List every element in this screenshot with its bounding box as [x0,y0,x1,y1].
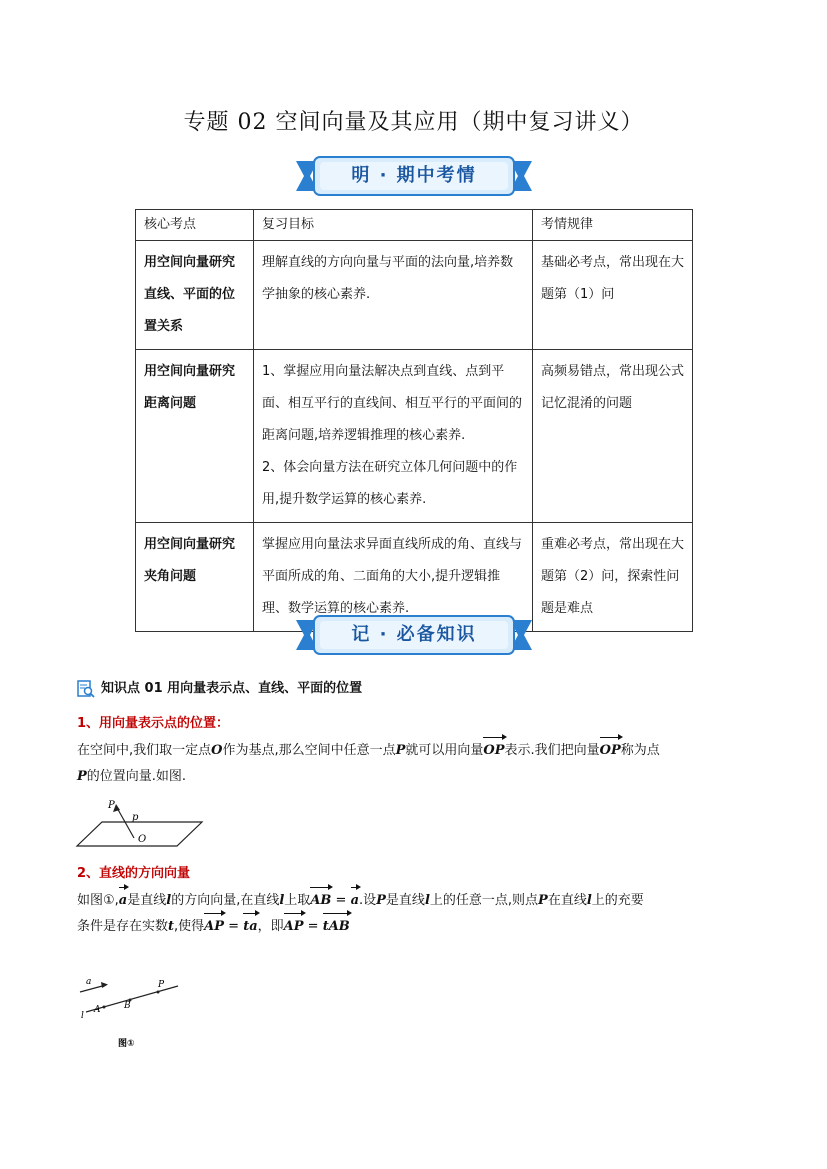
symbol-P: P [395,743,406,758]
subsection-title: 1、用向量表示点的位置： [77,716,230,731]
subsection-title: 2、直线的方向向量 [77,866,191,881]
vector-a: a [351,888,359,914]
equals-sign: = [224,919,244,934]
vector-OP: OP [483,738,504,764]
text: 的位置向量.如图. [86,769,187,784]
figure-direction-vector [72,972,192,1054]
equals-sign: = [303,919,323,934]
figure-caption: 图① [118,1039,135,1049]
text: 的方向向量,在直线 [171,893,280,908]
row-goal-item-2: 2、体会向量方法在研究立体几何问题中的作用,提升数学运算的核心素养. [262,460,518,507]
table-row [136,350,693,523]
table-header-row [136,210,693,241]
text: 在空间中,我们取一定点 [77,743,212,758]
vector-a: a [119,888,127,914]
row-goal: 理解直线的方向向量与平面的法向量,培养数学抽象的核心素养. [254,241,533,350]
page-title: 专题 02 空间向量及其应用（期中复习讲义） [183,110,644,135]
knowledge-point-heading [77,677,362,698]
banner-label: 明 · 期中考情 [351,165,477,186]
row-pattern: 基础必考点，常出现在大题第（1）问 [533,241,693,350]
equals-sign: = [331,893,351,908]
vector-AP: AP [204,914,224,940]
table-row [136,241,693,350]
text: 是直线 [127,893,167,908]
text: 上取 [284,893,311,908]
symbol-P: P [376,893,386,908]
review-table [135,209,693,632]
magnifier-doc-icon [77,680,95,698]
text: 在直线 [547,893,587,908]
fig-label-A: A [94,1005,101,1015]
vector-tAB: tAB [323,914,350,940]
fig-label-O: O [138,834,147,845]
symbol-l: l [586,893,592,908]
section-banner-knowledge [296,614,532,656]
text: 是直线 [385,893,425,908]
figure-position-vector [72,796,212,852]
fig-label-p: p [132,812,139,823]
text: 称为点 [620,743,660,758]
fig-label-a: a [86,977,92,987]
symbol-O: O [211,743,223,758]
text: ，即 [257,919,284,934]
fig-label-B: B [124,1001,131,1011]
text: ,使得 [174,919,205,934]
vector-OP: OP [600,738,621,764]
symbol-l: l [279,893,285,908]
knowledge-point-title: 知识点 01 用向量表示点、直线、平面的位置 [101,681,363,696]
text: 表示.我们把向量 [504,743,600,758]
fig-label-l: l [81,1011,84,1021]
header-core-topic: 核心考点 [136,210,254,241]
row-goal [254,350,533,523]
text: 作为基点,那么空间中任意一点 [222,743,396,758]
vector-AP: AP [284,914,304,940]
symbol-t: t [168,919,175,934]
vector-AB: AB [310,888,331,914]
fig-label-P: P [158,980,165,990]
section-banner-exam [296,155,532,197]
text: 就可以用向量 [405,743,484,758]
row-pattern: 高频易错点，常出现公式记忆混淆的问题 [533,350,693,523]
header-exam-pattern: 考情规律 [533,210,693,241]
banner-label: 记 · 必备知识 [351,624,477,645]
symbol-l: l [424,893,430,908]
text: .设 [359,893,377,908]
paragraph-position-vector [77,738,757,790]
row-goal-item-1: 1、掌握应用向量法解决点到直线、点到平面、相互平行的直线间、相互平行的平面间的距离问题,培养逻辑推理的核心素养. [262,364,523,443]
symbol-P: P [538,893,548,908]
row-goal: 掌握应用向量法求异面直线所成的角、直线与平面所成的角、二面角的大小,提升逻辑推理、数学运算的核心素养. [254,523,533,632]
row-topic: 用空间向量研究距离问题 [136,350,254,523]
row-pattern: 重难必考点，常出现在大题第（2）问，探索性问题是难点 [533,523,693,632]
text: 条件是存在实数 [77,919,169,934]
fig-label-P: P [108,800,115,811]
text: 如图①, [77,893,119,908]
vector-ta: ta [243,914,257,940]
text: 上的任意一点,则点 [429,893,539,908]
row-topic: 用空间向量研究夹角问题 [136,523,254,632]
text: 上的充要 [591,893,644,908]
symbol-P: P [77,769,87,784]
row-topic: 用空间向量研究直线、平面的位置关系 [136,241,254,350]
header-review-goal: 复习目标 [254,210,533,241]
symbol-l: l [166,893,172,908]
paragraph-direction-vector [77,888,757,940]
